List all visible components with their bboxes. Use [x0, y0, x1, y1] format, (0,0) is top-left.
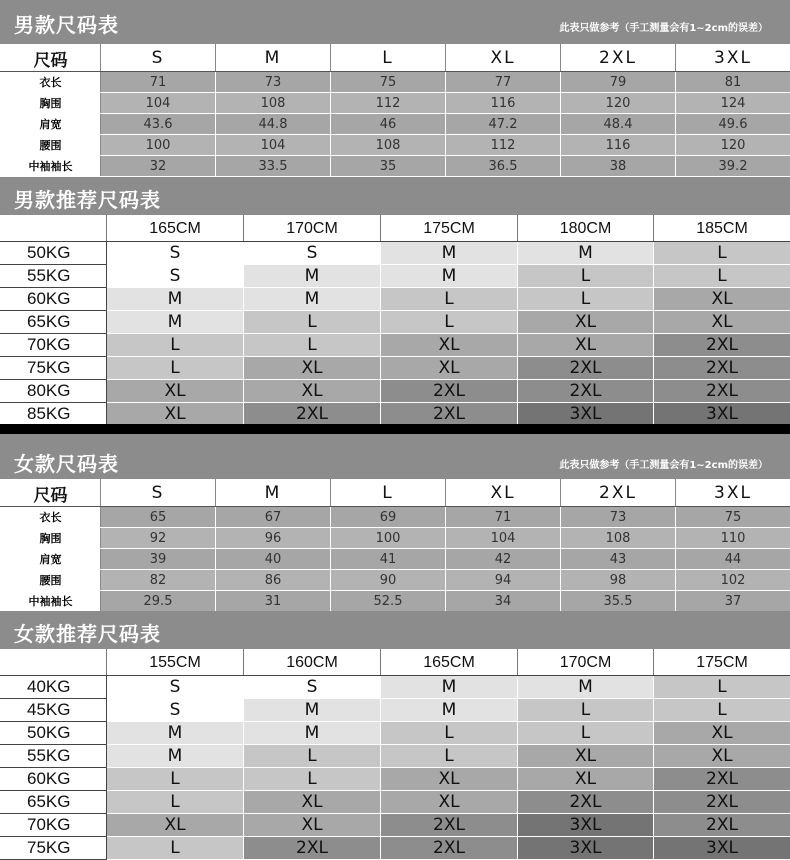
measure-value: 40 [216, 549, 331, 570]
recommend-row [1, 265, 790, 288]
recommended-size: S [107, 699, 244, 722]
corner-label: 尺码 [1, 45, 101, 72]
recommended-size: M [107, 745, 244, 768]
recommended-size: L [518, 288, 654, 311]
recommended-size: M [107, 311, 244, 334]
recommended-size: 2XL [244, 403, 381, 426]
weight-label: 65KG [1, 791, 107, 814]
recommended-size: L [381, 722, 518, 745]
recommended-size: XL [654, 722, 790, 745]
recommended-size: XL [654, 288, 790, 311]
recommended-size: XL [107, 403, 244, 426]
measure-label: 中袖袖长 [1, 591, 101, 612]
recommend-row [1, 814, 790, 837]
measure-value: 37 [676, 591, 790, 612]
measure-value: 29.5 [101, 591, 216, 612]
measure-value: 92 [101, 528, 216, 549]
men-size-note: 此表只做参考（手工测量会有1~2cm的误差） [559, 19, 768, 34]
weight-label: 60KG [1, 768, 107, 791]
recommend-row [1, 676, 790, 699]
recommended-size: 3XL [518, 837, 654, 860]
measure-value: 67 [216, 507, 331, 528]
recommended-size: M [244, 265, 381, 288]
recommended-size: 3XL [518, 814, 654, 837]
weight-label: 50KG [1, 722, 107, 745]
size-column-header: XL [446, 45, 561, 72]
recommended-size: XL [244, 791, 381, 814]
measure-value: 110 [676, 528, 790, 549]
recommended-size: S [107, 242, 244, 265]
measure-value: 108 [561, 528, 676, 549]
height-column-header: 175CM [381, 216, 518, 242]
height-column-header: 185CM [654, 216, 790, 242]
height-column-header: 170CM [518, 650, 654, 676]
recommended-size: L [381, 745, 518, 768]
recommended-size: 2XL [654, 791, 790, 814]
weight-label: 65KG [1, 311, 107, 334]
recommended-size: 2XL [654, 334, 790, 357]
recommended-size: XL [107, 380, 244, 403]
measure-value: 71 [446, 507, 561, 528]
women-rec-header [0, 611, 790, 649]
measure-label: 胸围 [1, 93, 101, 114]
weight-label: 75KG [1, 837, 107, 860]
recommended-size: L [654, 676, 790, 699]
size-column-header: 2XL [561, 45, 676, 72]
height-column-header: 175CM [654, 650, 790, 676]
measure-value: 108 [216, 93, 331, 114]
women-size-header [0, 434, 790, 479]
recommended-size: M [244, 699, 381, 722]
recommended-size: 2XL [654, 814, 790, 837]
measure-value: 77 [446, 72, 561, 93]
measure-value: 90 [331, 570, 446, 591]
recommended-size: 2XL [381, 403, 518, 426]
measure-value: 104 [446, 528, 561, 549]
men-rec-header [0, 177, 790, 215]
weight-label: 40KG [1, 676, 107, 699]
women-recommend-table [0, 649, 790, 860]
recommended-size: M [381, 242, 518, 265]
size-row [1, 507, 790, 528]
measure-value: 35.5 [561, 591, 676, 612]
size-column-header: 2XL [561, 480, 676, 507]
measure-value: 31 [216, 591, 331, 612]
recommended-size: M [518, 242, 654, 265]
recommended-size: XL [381, 768, 518, 791]
measure-value: 41 [331, 549, 446, 570]
size-column-header: 3XL [676, 45, 790, 72]
size-header-row [1, 480, 790, 507]
recommended-size: 2XL [654, 357, 790, 380]
measure-label: 衣长 [1, 72, 101, 93]
size-row [1, 591, 790, 612]
corner-empty [1, 650, 107, 676]
recommend-row [1, 242, 790, 265]
recommend-row [1, 380, 790, 403]
measure-value: 94 [446, 570, 561, 591]
recommended-size: S [244, 242, 381, 265]
recommend-row [1, 745, 790, 768]
measure-value: 116 [561, 135, 676, 156]
recommended-size: XL [518, 334, 654, 357]
size-column-header: 3XL [676, 480, 790, 507]
weight-label: 85KG [1, 403, 107, 426]
recommended-size: XL [381, 334, 518, 357]
recommend-row [1, 699, 790, 722]
height-column-header: 165CM [107, 216, 244, 242]
recommended-size: S [107, 676, 244, 699]
recommend-row [1, 357, 790, 380]
measure-value: 46 [331, 114, 446, 135]
measure-label: 衣长 [1, 507, 101, 528]
measure-value: 36.5 [446, 156, 561, 177]
weight-label: 60KG [1, 288, 107, 311]
measure-value: 100 [101, 135, 216, 156]
recommended-size: XL [381, 791, 518, 814]
recommended-size: 3XL [654, 403, 790, 426]
recommended-size: L [107, 791, 244, 814]
recommended-size: S [107, 265, 244, 288]
recommended-size: L [107, 837, 244, 860]
measure-value: 75 [331, 72, 446, 93]
measure-value: 43.6 [101, 114, 216, 135]
recommended-size: L [654, 699, 790, 722]
measure-value: 32 [101, 156, 216, 177]
recommend-row [1, 288, 790, 311]
measure-value: 44.8 [216, 114, 331, 135]
recommended-size: L [518, 265, 654, 288]
size-row [1, 528, 790, 549]
measure-value: 124 [676, 93, 790, 114]
recommended-size: 2XL [654, 768, 790, 791]
size-row [1, 135, 790, 156]
height-column-header: 165CM [381, 650, 518, 676]
measure-value: 104 [101, 93, 216, 114]
recommended-size: 2XL [518, 380, 654, 403]
recommended-size: L [244, 768, 381, 791]
measure-value: 71 [101, 72, 216, 93]
measure-value: 120 [676, 135, 790, 156]
corner-label: 尺码 [1, 480, 101, 507]
recommended-size: XL [518, 768, 654, 791]
recommended-size: L [518, 699, 654, 722]
measure-value: 38 [561, 156, 676, 177]
men-recommend-table [0, 215, 790, 426]
recommended-size: M [381, 676, 518, 699]
size-column-header: M [216, 45, 331, 72]
recommended-size: XL [518, 745, 654, 768]
height-column-header: 170CM [244, 216, 381, 242]
measure-value: 75 [676, 507, 790, 528]
measure-value: 49.6 [676, 114, 790, 135]
recommended-size: 2XL [654, 380, 790, 403]
section-divider [0, 424, 790, 434]
weight-label: 45KG [1, 699, 107, 722]
recommended-size: M [107, 722, 244, 745]
recommended-size: L [381, 311, 518, 334]
measure-value: 86 [216, 570, 331, 591]
recommend-row [1, 837, 790, 860]
corner-empty [1, 216, 107, 242]
recommended-size: M [244, 722, 381, 745]
recommended-size: L [244, 334, 381, 357]
measure-value: 82 [101, 570, 216, 591]
measure-value: 98 [561, 570, 676, 591]
measure-label: 腰围 [1, 570, 101, 591]
recommended-size: XL [381, 357, 518, 380]
recommend-row [1, 722, 790, 745]
measure-value: 112 [331, 93, 446, 114]
recommended-size: L [244, 745, 381, 768]
recommended-size: XL [244, 380, 381, 403]
recommended-size: L [654, 242, 790, 265]
recommended-size: L [107, 768, 244, 791]
measure-value: 35 [331, 156, 446, 177]
measure-value: 43 [561, 549, 676, 570]
size-row [1, 156, 790, 177]
recommended-size: XL [244, 814, 381, 837]
recommended-size: M [107, 288, 244, 311]
recommended-size: L [107, 334, 244, 357]
recommended-size: XL [654, 311, 790, 334]
recommended-size: XL [654, 745, 790, 768]
measure-value: 39.2 [676, 156, 790, 177]
size-column-header: M [216, 480, 331, 507]
measure-value: 73 [561, 507, 676, 528]
height-column-header: 155CM [107, 650, 244, 676]
weight-label: 55KG [1, 265, 107, 288]
recommend-header-row [1, 650, 790, 676]
height-column-header: 180CM [518, 216, 654, 242]
size-row [1, 114, 790, 135]
height-column-header: 160CM [244, 650, 381, 676]
recommend-header-row [1, 216, 790, 242]
recommended-size: M [381, 265, 518, 288]
recommended-size: L [518, 722, 654, 745]
recommend-row [1, 334, 790, 357]
measure-label: 中袖袖长 [1, 156, 101, 177]
measure-label: 胸围 [1, 528, 101, 549]
size-row [1, 549, 790, 570]
recommend-row [1, 768, 790, 791]
men-size-header [0, 0, 790, 44]
size-column-header: S [101, 480, 216, 507]
recommended-size: 2XL [244, 837, 381, 860]
recommended-size: 2XL [381, 814, 518, 837]
measure-value: 112 [446, 135, 561, 156]
recommended-size: L [244, 311, 381, 334]
measure-value: 42 [446, 549, 561, 570]
measure-value: 33.5 [216, 156, 331, 177]
recommended-size: M [244, 288, 381, 311]
measure-value: 79 [561, 72, 676, 93]
recommended-size: L [381, 288, 518, 311]
measure-value: 47.2 [446, 114, 561, 135]
recommend-row [1, 403, 790, 426]
recommended-size: 2XL [518, 791, 654, 814]
women-size-table [0, 479, 790, 612]
measure-value: 65 [101, 507, 216, 528]
recommended-size: 2XL [381, 837, 518, 860]
measure-value: 48.4 [561, 114, 676, 135]
measure-value: 96 [216, 528, 331, 549]
measure-value: 73 [216, 72, 331, 93]
measure-label: 肩宽 [1, 114, 101, 135]
weight-label: 50KG [1, 242, 107, 265]
size-column-header: L [331, 45, 446, 72]
recommended-size: L [654, 265, 790, 288]
men-size-table [0, 44, 790, 177]
recommended-size: S [244, 676, 381, 699]
men-rec-title: 男款推荐尺码表 [14, 184, 161, 213]
recommended-size: 3XL [518, 403, 654, 426]
size-row [1, 72, 790, 93]
recommended-size: L [107, 357, 244, 380]
measure-label: 肩宽 [1, 549, 101, 570]
size-column-header: L [331, 480, 446, 507]
weight-label: 80KG [1, 380, 107, 403]
recommend-row [1, 791, 790, 814]
women-size-note: 此表只做参考（手工测量会有1~2cm的误差） [559, 456, 768, 471]
women-size-title: 女款尺码表 [14, 448, 119, 477]
size-row [1, 93, 790, 114]
measure-label: 腰围 [1, 135, 101, 156]
size-header-row [1, 45, 790, 72]
measure-value: 52.5 [331, 591, 446, 612]
men-size-title: 男款尺码表 [14, 9, 119, 38]
measure-value: 108 [331, 135, 446, 156]
women-rec-title: 女款推荐尺码表 [14, 618, 161, 647]
measure-value: 39 [101, 549, 216, 570]
measure-value: 116 [446, 93, 561, 114]
measure-value: 100 [331, 528, 446, 549]
measure-value: 81 [676, 72, 790, 93]
recommended-size: M [518, 676, 654, 699]
size-row [1, 570, 790, 591]
recommended-size: 3XL [654, 837, 790, 860]
size-column-header: S [101, 45, 216, 72]
measure-value: 69 [331, 507, 446, 528]
measure-value: 120 [561, 93, 676, 114]
recommended-size: XL [244, 357, 381, 380]
measure-value: 34 [446, 591, 561, 612]
weight-label: 70KG [1, 334, 107, 357]
recommended-size: 2XL [518, 357, 654, 380]
measure-value: 44 [676, 549, 790, 570]
recommended-size: 2XL [381, 380, 518, 403]
recommended-size: XL [107, 814, 244, 837]
weight-label: 55KG [1, 745, 107, 768]
recommended-size: XL [518, 311, 654, 334]
measure-value: 102 [676, 570, 790, 591]
size-column-header: XL [446, 480, 561, 507]
measure-value: 104 [216, 135, 331, 156]
weight-label: 70KG [1, 814, 107, 837]
recommended-size: M [381, 699, 518, 722]
weight-label: 75KG [1, 357, 107, 380]
recommend-row [1, 311, 790, 334]
